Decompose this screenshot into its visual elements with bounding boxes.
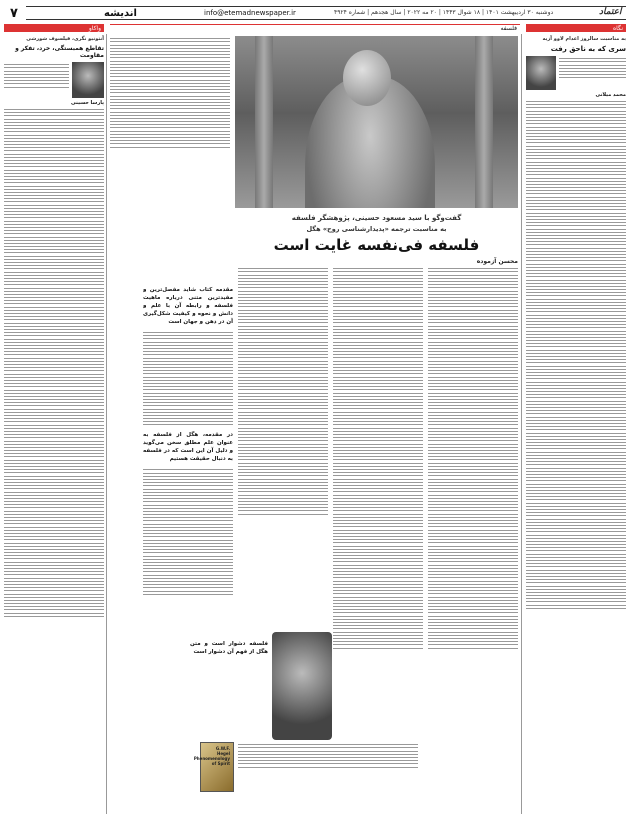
pull-quote-2: در مقدمه، هگل از فلسفه به عنوان علم مطلق سخن می‌گوید و دلیل آن این است که در فلسفه به دنبال حقیقت هستیم: [143, 432, 233, 463]
right-column: [526, 34, 626, 814]
tag-right-label: نگاه: [613, 24, 623, 32]
tag-left-label: واکاو: [88, 24, 101, 32]
tag-center-label: فلسفه: [500, 25, 517, 32]
left-body-text: [4, 109, 104, 617]
intro-text: [110, 36, 230, 208]
main-byline: محسن آزموده: [476, 258, 518, 265]
left-title: تقاطع همبستگی، خرد، تفکر و مقاومت: [15, 45, 104, 59]
email-link[interactable]: info@etemadnewspaper.ir: [204, 9, 296, 17]
main-body-col-4: [143, 266, 233, 816]
pull-quote-1: مقدمه کتاب شاید مفصل‌ترین و مفیدترین متنی درباره ماهیت فلسفه و رابطه آن با علم و دانش و نحوه و کیفیت شکل‌گیری آن در ذهن و جهان است: [143, 287, 233, 325]
right-body-text: [526, 101, 626, 609]
book-cover: [193, 742, 234, 792]
column-divider: [521, 34, 522, 814]
main-headline: فلسفه فی‌نفسه غایت است: [273, 236, 480, 254]
left-kicker: آنتونیو نگری، فیلسوف شورشی: [26, 36, 104, 42]
main-body-col-3: [238, 266, 328, 626]
main-body-col-2: [333, 266, 423, 816]
page-number: ۷: [4, 4, 24, 22]
main-kicker: گفت‌وگو با سید مسعود حسینی، پژوهشگر فلسفه: [291, 214, 462, 222]
main-body-col-1: [428, 266, 518, 816]
tag-right: [526, 24, 626, 32]
pull-quote-3: فلسفه دشوار است و متن هگل از فهم آن دشوار است: [190, 641, 268, 655]
right-title: سری که به ناحق رفت: [550, 45, 626, 53]
tag-left: [4, 24, 104, 32]
right-kicker: به مناسبت سالروز اعدام لاوو آزیه: [542, 36, 626, 42]
section-title: اندیشه: [104, 8, 137, 19]
page-header: [4, 4, 626, 22]
left-column: [4, 34, 104, 814]
newspaper-logo: اعتماد: [599, 7, 622, 17]
hegel-statue-photo: [235, 36, 518, 208]
author-portrait: [526, 56, 556, 90]
dateline: دوشنبه ۳۰ اردیبهشت ۱۴۰۱ | ۱۸ شوال ۱۴۴۳ | ۲۰ مه ۲۰۲۲ | سال هجدهم | شماره ۴۹۲۴: [334, 9, 554, 16]
book-cover-text: G.W.F. Hegel Phenomenology of Spirit: [193, 746, 230, 766]
book-caption: [238, 742, 418, 802]
main-subkicker: به مناسبت ترجمه «پدیدارشناسی روح» هگل: [306, 225, 447, 233]
column-divider-left: [106, 34, 107, 814]
left-author-portrait: [72, 62, 104, 98]
left-author: پارسا حسینی: [70, 100, 104, 106]
interviewee-portrait: [272, 632, 332, 740]
right-author: محمد میلانی: [595, 92, 626, 98]
tag-center: [110, 24, 520, 32]
